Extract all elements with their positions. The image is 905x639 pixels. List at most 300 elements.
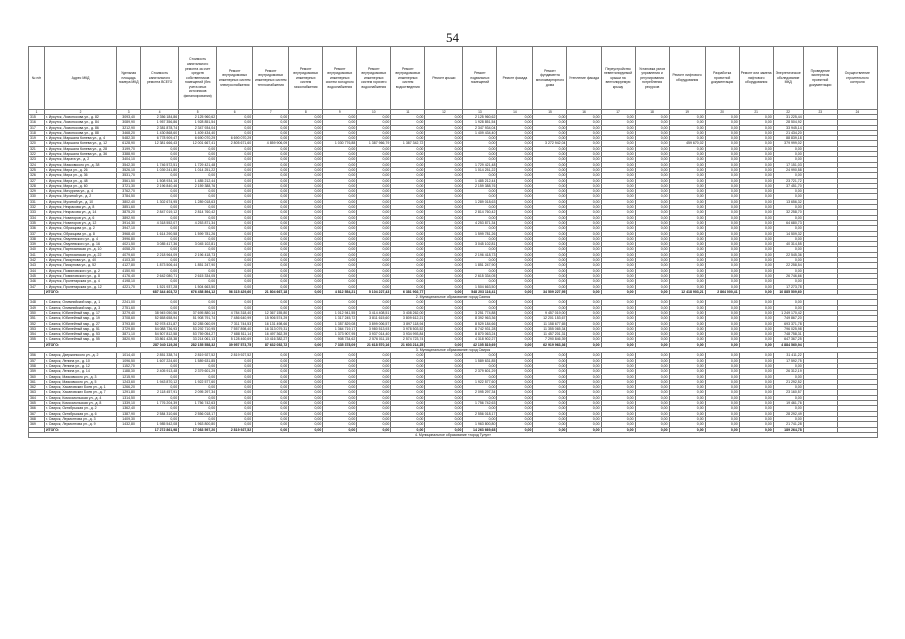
row-address: г. Иркутск, Ломоносова ул., д. 88: [45, 130, 117, 135]
row-value: 0,00: [323, 226, 357, 231]
row-value: 0,00: [323, 305, 357, 310]
row-value: 0,00: [425, 390, 463, 395]
row-value: 0,00: [705, 146, 739, 151]
row-value: 0,00: [635, 279, 669, 284]
column-number: 20: [705, 110, 739, 115]
row-value: 0,00: [567, 199, 601, 204]
row-value: 0,00: [425, 284, 463, 289]
totals-value: 0,00: [391, 427, 425, 432]
row-address: г. Иркутск, Некрасова ул., д. 14: [45, 210, 117, 215]
row-area: 4103,30: [117, 258, 141, 263]
row-value: 0,00: [635, 316, 669, 321]
row-value: 0,00: [669, 178, 705, 183]
totals-value: 21 804 667,18: [253, 289, 289, 294]
row-value: 3 414 408,51: [357, 310, 391, 315]
row-value: 0,00: [425, 332, 463, 337]
row-value: 0,00: [635, 252, 669, 257]
row-value: 0,00: [533, 173, 567, 178]
row-value: 0,00: [705, 390, 739, 395]
row-value: 0,00: [635, 120, 669, 125]
row-value: 0,00: [357, 120, 391, 125]
table-body: [29, 115, 878, 438]
row-address: г. Свирск, Лермонтова ул., д. 3: [45, 416, 117, 421]
row-address: г. Иркутск, Маршала Конева ул., д. 28: [45, 146, 117, 151]
row-area: 3531,70: [117, 173, 141, 178]
row-value: 0,00: [533, 395, 567, 400]
row-address: г. Саянск, Олимпийский мкр., д. 1: [45, 300, 117, 305]
row-address: г. Иркутск, Мира ул., д. 48: [45, 178, 117, 183]
row-value: 0,00: [425, 162, 463, 167]
row-value: 1 014 251,22: [463, 167, 497, 172]
row-address: г. Иркутск, Новаторов ул., д. 6: [45, 215, 117, 220]
row-number: 350: [29, 310, 45, 315]
row-value: 0,00: [567, 252, 601, 257]
row-value: 0,00: [289, 353, 323, 358]
row-value: 0,00: [141, 305, 179, 310]
row-value: 0,00: [773, 189, 803, 194]
row-value: 0,00: [217, 236, 253, 241]
row-value: 0,00: [533, 268, 567, 273]
row-address: г. Свирск, Дзержинского ул., д. 2: [45, 353, 117, 358]
row-value: 379 999,02: [773, 141, 803, 146]
row-value: 0,00: [253, 379, 289, 384]
row-value: 0,00: [217, 120, 253, 125]
row-value: 0,00: [425, 379, 463, 384]
row-value: 0,00: [567, 242, 601, 247]
row-value: 0,00: [705, 411, 739, 416]
row-value: 0,00: [253, 199, 289, 204]
row-value: 0,00: [705, 374, 739, 379]
row-value: 0,00: [705, 162, 739, 167]
row-value: 0,00: [425, 337, 463, 342]
row-value: 0,00: [497, 284, 533, 289]
row-value: 0,00: [567, 162, 601, 167]
row-value: 0,00: [289, 247, 323, 252]
row-value: 0,00: [323, 136, 357, 141]
row-value: 16 497 362,39: [253, 332, 289, 337]
row-value: 0,00: [669, 268, 705, 273]
row-address: г. Свирск, Лермонтова ул., д. 9: [45, 422, 117, 427]
row-value: 0,00: [705, 167, 739, 172]
row-value: 0,00: [567, 183, 601, 188]
row-address: г. Свирск, Маяковского ул., д. 5: [45, 379, 117, 384]
row-value: 0,00: [391, 411, 425, 416]
row-value: 1 851 247,90: [463, 263, 497, 268]
row-value: 0,00: [635, 220, 669, 225]
row-value: 2 379 601,29: [463, 369, 497, 374]
row-value: 2 805 671,60: [217, 141, 253, 146]
row-value: 0,00: [567, 411, 601, 416]
row-value: 0,00: [669, 226, 705, 231]
row-value: 0,00: [705, 310, 739, 315]
row-number: 368: [29, 416, 45, 421]
row-value: 0,00: [289, 321, 323, 326]
row-value: 0,00: [601, 300, 635, 305]
row-value: 0,00: [601, 130, 635, 135]
row-value: 0,00: [497, 268, 533, 273]
row-value: 0,00: [391, 268, 425, 273]
row-value: 0,00: [669, 363, 705, 368]
row-value: 0,00: [567, 326, 601, 331]
row-value: 0,00: [567, 337, 601, 342]
row-value: 0,00: [669, 125, 705, 130]
column-header: Ремонт подвальных помещений: [463, 47, 497, 110]
row-value: 0,00: [289, 395, 323, 400]
row-value: 0,00: [497, 395, 533, 400]
row-value: 0,00: [425, 422, 463, 427]
row-value: 0,00: [357, 273, 391, 278]
row-value: 0,00: [705, 321, 739, 326]
row-value: 0,00: [323, 422, 357, 427]
row-value: 0,00: [533, 369, 567, 374]
row-area: 3468,20: [117, 130, 141, 135]
row-area: 1266,20: [117, 385, 141, 390]
row-value: 0,00: [463, 258, 497, 263]
row-value: 0,00: [497, 194, 533, 199]
row-value: 1 012 941,55: [323, 310, 357, 315]
totals-value: 0,00: [739, 427, 773, 432]
row-value: 0,00: [357, 252, 391, 257]
row-value: 0,00: [463, 226, 497, 231]
row-value: 0,00: [323, 120, 357, 125]
row-value: 0,00: [739, 358, 773, 363]
column-number: 1: [29, 110, 45, 115]
row-value: 0,00: [323, 300, 357, 305]
row-value: 0,00: [635, 242, 669, 247]
row-value: 0,00: [635, 167, 669, 172]
row-value: 0,00: [739, 300, 773, 305]
totals-value: 0,00: [601, 342, 635, 347]
row-value: 0,00: [567, 115, 601, 120]
row-value: 0,00: [567, 416, 601, 421]
row-value: 0,00: [705, 189, 739, 194]
row-value: 0,00: [739, 157, 773, 162]
row-value: 2 159 388,76: [463, 183, 497, 188]
row-value: 2 847 019,12: [141, 210, 179, 215]
row-value: 3 934 993,84: [391, 332, 425, 337]
row-number: 353: [29, 326, 45, 331]
row-value: 8 870 063,24: [463, 332, 497, 337]
row-value: 2 125 960,62: [179, 115, 217, 120]
row-value: 0,00: [705, 284, 739, 289]
row-value: 0,00: [739, 115, 773, 120]
column-header: Установка узлов управления и регулирования потребления ресурсов: [635, 47, 669, 110]
row-value: 0,00: [601, 173, 635, 178]
row-address: г. Иркутск, Мухиной ул., д. 2: [45, 194, 117, 199]
row-area: 3729,80: [117, 326, 141, 331]
totals-value: 0,00: [567, 342, 601, 347]
row-value: 0,00: [323, 146, 357, 151]
row-value: 0,00: [739, 263, 773, 268]
totals-value: 4 884 560,94: [773, 342, 803, 347]
row-value: 0,00: [357, 406, 391, 411]
row-value: 0,00: [669, 284, 705, 289]
row-value: 0,00: [773, 305, 803, 310]
row-value: 3 937 014,40: [357, 332, 391, 337]
row-address: г. Иркутск, Ломоносова ул., д. 86: [45, 125, 117, 130]
row-value: 28 504,92: [773, 120, 803, 125]
totals-value: 4 812 554,21: [323, 289, 357, 294]
row-value: 0,00: [289, 226, 323, 231]
row-value: 0,00: [425, 385, 463, 390]
row-value: 0,00: [289, 363, 323, 368]
row-value: 0,00: [179, 305, 217, 310]
row-value: 1 485 212,44: [179, 178, 217, 183]
column-header: Ремонт крыши: [425, 47, 463, 110]
row-value: 0,00: [567, 215, 601, 220]
row-value: 0,00: [669, 215, 705, 220]
row-value: 0,00: [357, 130, 391, 135]
row-value: 0,00: [739, 220, 773, 225]
row-number: 352: [29, 321, 45, 326]
row-value: 0,00: [357, 162, 391, 167]
row-value: 0,00: [635, 130, 669, 135]
row-value: 0,00: [533, 152, 567, 157]
row-value: 0,00: [497, 310, 533, 315]
totals-label: ИТОГО:: [45, 342, 117, 347]
row-value: 0,00: [773, 416, 803, 421]
row-number: 330: [29, 194, 45, 199]
row-address: г. Иркутск, Помяловского ул., д. 8: [45, 273, 117, 278]
row-value: 0,00: [141, 268, 179, 273]
row-value: 0,00: [289, 194, 323, 199]
row-value: 0,00: [739, 236, 773, 241]
row-address: г. Свирск, Комсомольская ул., д. 4: [45, 395, 117, 400]
row-area: 6128,90: [117, 141, 141, 146]
row-value: 0,00: [739, 353, 773, 358]
row-value: 0,00: [323, 231, 357, 236]
row-area: 4150,90: [117, 268, 141, 273]
row-value: 0,00: [391, 242, 425, 247]
row-value: 0,00: [533, 401, 567, 406]
row-value: 0,00: [141, 152, 179, 157]
row-value: 0,00: [705, 363, 739, 368]
row-value: 0,00: [669, 390, 705, 395]
row-value: 0,00: [739, 268, 773, 273]
row-value: 1 756 742,63: [179, 401, 217, 406]
row-value: 0,00: [533, 162, 567, 167]
totals-value: 0,00: [289, 289, 323, 294]
row-value: 0,00: [601, 194, 635, 199]
column-header: Ремонт фундамента многоквартирного дома: [533, 47, 567, 110]
row-area: 3093,40: [117, 115, 141, 120]
row-value: 0,00: [533, 210, 567, 215]
row-value: 0,00: [253, 305, 289, 310]
row-value: 28 292,49: [773, 411, 803, 416]
row-value: 0,00: [497, 416, 533, 421]
row-value: 0,00: [463, 353, 497, 358]
row-value: 0,00: [425, 353, 463, 358]
row-value: 0,00: [289, 146, 323, 151]
row-value: 0,00: [141, 146, 179, 151]
row-value: 0,00: [533, 284, 567, 289]
row-value: 0,00: [601, 152, 635, 157]
row-value: 0,00: [179, 157, 217, 162]
row-value: 0,00: [357, 401, 391, 406]
row-value: 0,00: [635, 226, 669, 231]
row-value: 7 688 511,14: [217, 332, 253, 337]
row-value: 0,00: [635, 146, 669, 151]
row-value: 1 302 674,95: [141, 199, 179, 204]
row-value: 0,00: [463, 247, 497, 252]
row-value: 0,00: [739, 369, 773, 374]
row-value: 0,00: [567, 284, 601, 289]
row-value: 0,00: [289, 316, 323, 321]
row-value: 459 670,02: [669, 141, 705, 146]
row-value: 0,00: [497, 406, 533, 411]
row-value: 0,00: [533, 363, 567, 368]
row-value: 3 085 417,36: [141, 242, 179, 247]
row-value: 0,00: [533, 183, 567, 188]
row-value: 0,00: [179, 258, 217, 263]
row-value: 2 196 418,73: [463, 252, 497, 257]
row-value: 0,00: [705, 279, 739, 284]
row-value: 0,00: [601, 401, 635, 406]
row-value: 0,00: [357, 258, 391, 263]
row-value: 31 411,22: [773, 353, 803, 358]
row-area: 1314,50: [117, 395, 141, 400]
row-value: 0,00: [323, 258, 357, 263]
row-value: 0,00: [669, 157, 705, 162]
row-value: 0,00: [425, 236, 463, 241]
row-address: г. Иркутск, Некрасова ул., д. 8: [45, 205, 117, 210]
row-value: 0,00: [425, 252, 463, 257]
row-value: 0,00: [669, 332, 705, 337]
row-value: 0,00: [425, 326, 463, 331]
row-value: 0,00: [669, 115, 705, 120]
row-value: 3 811 615,60: [357, 316, 391, 321]
row-value: 0,00: [391, 226, 425, 231]
totals-value: 0,00: [533, 427, 567, 432]
row-value: 0,00: [601, 305, 635, 310]
row-area: 5482,30: [117, 136, 141, 141]
row-value: 0,00: [635, 284, 669, 289]
row-value: 0,00: [463, 146, 497, 151]
row-value: 0,00: [253, 369, 289, 374]
row-value: 0,00: [323, 189, 357, 194]
row-value: 0,00: [601, 263, 635, 268]
row-number: 359: [29, 369, 45, 374]
row-value: 0,00: [497, 316, 533, 321]
row-value: 0,00: [497, 279, 533, 284]
row-value: 0,00: [705, 263, 739, 268]
row-value: 0,00: [253, 130, 289, 135]
totals-value: 56 315 429,60: [217, 289, 253, 294]
row-value: 0,00: [425, 374, 463, 379]
row-value: 0,00: [179, 189, 217, 194]
row-value: 12 381 666,43: [141, 141, 179, 146]
row-value: 0,00: [601, 247, 635, 252]
row-number: 357: [29, 358, 45, 363]
row-value: 0,00: [739, 136, 773, 141]
row-number: 336: [29, 226, 45, 231]
row-value: 0,00: [289, 416, 323, 421]
row-number: 319: [29, 136, 45, 141]
row-value: 0,00: [601, 226, 635, 231]
row-value: 0,00: [739, 310, 773, 315]
row-value: 1 357 829,08: [323, 321, 357, 326]
column-header: Удельная площадь номера МКД: [117, 47, 141, 110]
row-value: 0,00: [141, 258, 179, 263]
row-value: 0,00: [391, 390, 425, 395]
row-value: 0,00: [391, 194, 425, 199]
row-value: 0,00: [391, 385, 425, 390]
row-value: 2 095 297,34: [463, 390, 497, 395]
row-value: 37 451,70: [773, 183, 803, 188]
row-value: 0,00: [567, 210, 601, 215]
row-address: г. Иркутск, Мира ул., д. 60: [45, 183, 117, 188]
row-value: 0,00: [705, 252, 739, 257]
row-value: 0,00: [567, 358, 601, 363]
row-value: 0,00: [323, 115, 357, 120]
row-value: 1 943 870,12: [141, 379, 179, 384]
row-value: 0,00: [533, 374, 567, 379]
row-value: 0,00: [323, 178, 357, 183]
row-value: 0,00: [739, 416, 773, 421]
row-value: 0,00: [635, 390, 669, 395]
row-value: 0,00: [705, 422, 739, 427]
column-number: 17: [601, 110, 635, 115]
row-value: 0,00: [289, 268, 323, 273]
row-value: 0,00: [217, 130, 253, 135]
row-value: 0,00: [533, 385, 567, 390]
row-value: 17 273,78: [773, 284, 803, 289]
row-value: 0,00: [601, 178, 635, 183]
row-value: 0,00: [739, 395, 773, 400]
row-value: 6 778 909,47: [141, 136, 179, 141]
row-value: 0,00: [141, 173, 179, 178]
row-number: 337: [29, 231, 45, 236]
row-value: 0,00: [253, 390, 289, 395]
row-value: 0,00: [705, 199, 739, 204]
row-value: 0,00: [323, 273, 357, 278]
row-value: 0,00: [601, 284, 635, 289]
row-value: 3 272 942,04: [533, 141, 567, 146]
row-value: 1 317 245,72: [323, 316, 357, 321]
column-number: 8: [289, 110, 323, 115]
row-value: 0,00: [289, 136, 323, 141]
row-value: 0,00: [357, 411, 391, 416]
row-value: 0,00: [635, 173, 669, 178]
row-value: 0,00: [773, 205, 803, 210]
row-value: 0,00: [289, 183, 323, 188]
row-value: 0,00: [497, 247, 533, 252]
row-value: 4 253 871,34: [463, 220, 497, 225]
row-value: 0,00: [567, 173, 601, 178]
row-value: 0,00: [739, 337, 773, 342]
row-value: 0,00: [705, 337, 739, 342]
row-number: 362: [29, 385, 45, 390]
row-area: 1387,90: [117, 411, 141, 416]
row-value: 0,00: [253, 125, 289, 130]
row-value: 4 318 552,07: [141, 220, 179, 225]
row-value: 0,00: [217, 157, 253, 162]
row-value: 0,00: [739, 189, 773, 194]
row-value: 0,00: [567, 120, 601, 125]
row-value: 0,00: [391, 247, 425, 252]
row-number: 366: [29, 406, 45, 411]
row-value: 0,00: [601, 157, 635, 162]
row-value: 0,00: [253, 242, 289, 247]
row-value: 0,00: [391, 279, 425, 284]
row-value: 0,00: [567, 422, 601, 427]
row-value: 0,00: [323, 167, 357, 172]
row-value: 0,00: [357, 115, 391, 120]
totals-value: 39 957 573,75: [217, 342, 253, 347]
row-value: 0,00: [669, 210, 705, 215]
row-value: 2 379 601,29: [179, 369, 217, 374]
row-value: 0,00: [425, 263, 463, 268]
